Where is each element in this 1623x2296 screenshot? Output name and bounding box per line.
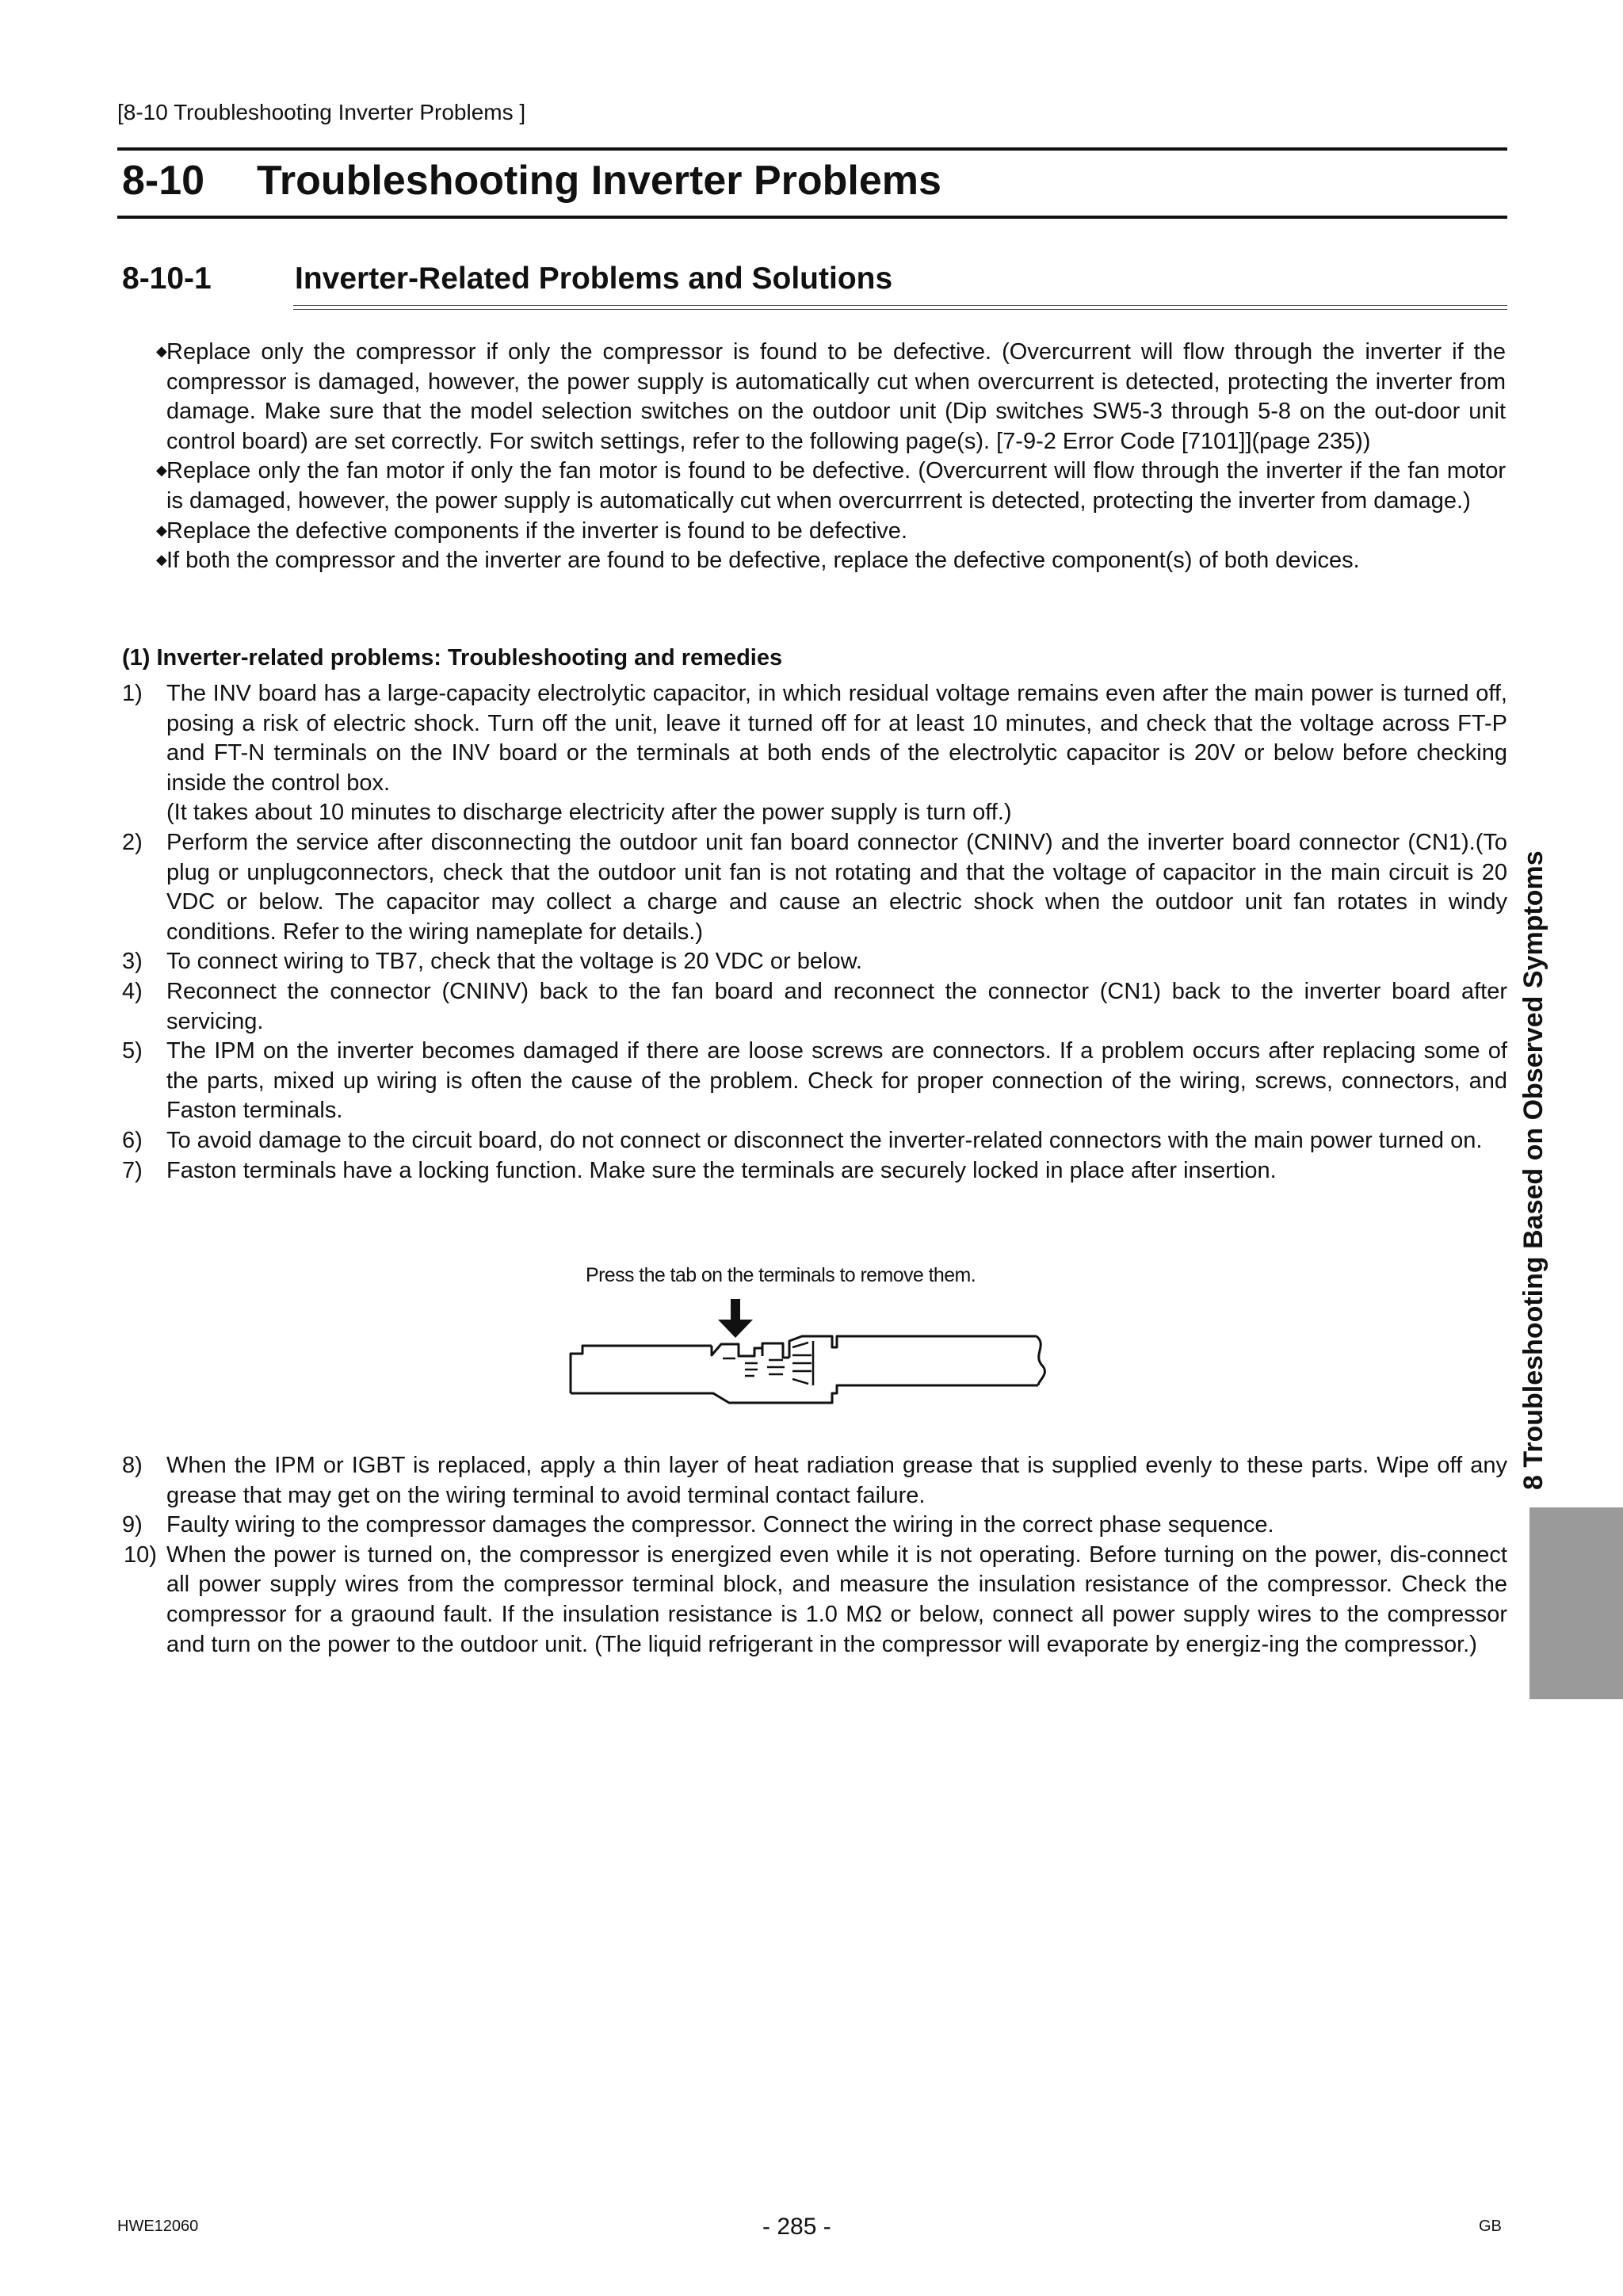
section-title-text: Inverter-Related Problems and Solutions [295, 262, 893, 296]
chapter-title [122, 157, 941, 204]
step-item: 3) To connect wiring to TB7, check that the voltage is 20 VDC or below. [122, 949, 862, 975]
step-item: 2) Perform the service after disconnecting the outdoor unit fan board connector (CNINV) and the inverter board connector (CN1).(To plug or unplugconnectors, check that the outdoor unit fan is not rotating and that the voltage of capacitor in the main circuit is 20 VDC or below. The capacitor may collect a charge and cause an electric shock when the outdoor unit fan rotates in windy conditions. Refer to the wiring nameplate for details.) [122, 829, 1507, 945]
bullet-item: ◆ If both the compressor and the inverter are found to be defective, replace the defective component(s) of both devices. [158, 546, 1506, 576]
diamond-bullet-icon: ◆ [156, 552, 167, 568]
bullet-item: ◆ Replace only the compressor if only the compressor is found to be defective. (Overcurrent will flow through the inverter if the compressor is damaged, however, the power supply is automatically cut when overcurrent is detected, protecting the inverter from damage. Make sure that the model selection switches on the outdoor unit (Dip switches SW5-3 through 5-8 on the out-door unit control board) are set correctly. For switch settings, refer to the following page(s). [7-9-2 Error Code [7101]](page 235)) [158, 338, 1506, 457]
bullet-list [158, 338, 1506, 576]
chapter-title-text: Troubleshooting Inverter Problems [257, 158, 941, 204]
step-item: 8) When the IPM or IGBT is replaced, apply a thin layer of heat radiation grease that is supplied evenly to these parts. Wipe off any grease that may get on the wiring terminal to avoid terminal contact failure. [122, 1453, 1507, 1508]
diamond-bullet-icon: ◆ [156, 343, 167, 359]
step-item: 7) Faston terminals have a locking function. Make sure the terminals are securely locked in place after insertion. [122, 1157, 1277, 1183]
section-rule-bottom [293, 309, 1507, 310]
diamond-bullet-icon: ◆ [156, 521, 167, 538]
diamond-bullet-icon: ◆ [156, 462, 167, 479]
region-code: GB [1479, 2218, 1502, 2235]
header-rule [117, 147, 1507, 151]
step-item: 10) When the power is turned on, the compressor is energized even while it is not operating. Before turning on the power, dis-connect all power supply wires from the compressor terminal block, and measure the insulation resistance of the compressor. Check the compressor for a graound fault. If the insulation resistance is 1.0 MΩ or below, connect all power supply wires to the compressor and turn on the power to the outdoor unit. (The liquid refrigerant in the compressor will evaporate by energiz-ing the compressor.) [124, 1541, 1507, 1657]
doc-code: HWE12060 [117, 2218, 199, 2235]
down-arrow-icon [718, 1299, 753, 1338]
steps-list-continued [122, 1451, 1507, 1660]
step-note: (It takes about 10 minutes to discharge electricity after the power supply is turn off.) [166, 800, 1012, 826]
bullet-item: ◆ Replace only the fan motor if only the fan motor is found to be defective. (Overcurrent will flow through the inverter if the fan motor is damaged, however, the power supply is automatically cut when overcurrrent is detected, protecting the inverter from damage.) [158, 457, 1506, 516]
bullet-item: ◆ Replace the defective components if the inverter is found to be defective. [158, 517, 1506, 547]
subsection-heading: (1) Inverter-related problems: Troubleshooting and remedies [122, 645, 783, 670]
section-title [122, 262, 892, 296]
steps-list [122, 679, 1507, 1186]
chapter-number: 8-10 [122, 158, 205, 204]
chapter-rule [117, 216, 1507, 219]
step-item: 4) Reconnect the connector (CNINV) back to the fan board and reconnect the connector (CN1) back to the inverter board after servicing. [122, 978, 1507, 1034]
section-number: 8-10-1 [122, 262, 212, 296]
section-rule-top [293, 305, 1507, 306]
terminal-detail-lines [723, 1341, 813, 1385]
faston-terminal-outline [571, 1336, 1044, 1403]
faston-terminal-diagram [555, 1292, 1062, 1423]
step-item: 1) The INV board has a large-capacity electrolytic capacitor, in which residual voltage remains even after the main power is turned off, posing a risk of electric shock. Turn off the unit, leave it turned off for at least 10 minutes, and check that the voltage across FT-P and FT-N terminals on the INV board or the terminals at both ends of the electrolytic capacitor is 20V or below before checking inside the control box. (It takes about 10 minutes to discharge electricity after the power supply is turn off.) [122, 679, 1507, 828]
step-item: 5) The IPM on the inverter becomes damaged if there are loose screws are connectors. If a problem occurs after replacing some of the parts, mixed up wiring is often the cause of the problem. Check for proper connection of the wiring, screws, connectors, and Faston terminals. [122, 1038, 1507, 1124]
chapter-side-label: 8 Troubleshooting Based on Observed Symptoms [1518, 850, 1549, 1490]
figure-caption: Press the tab on the terminals to remove them. [586, 1264, 976, 1286]
breadcrumb: [8-10 Troubleshooting Inverter Problems ] [117, 100, 526, 124]
chapter-side-tab [1529, 1507, 1623, 1699]
page-number: - 285 - [762, 2214, 831, 2240]
step-item: 9) Faulty wiring to the compressor damages the compressor. Connect the wiring in the correct phase sequence. [122, 1512, 1274, 1538]
step-item: 6) To avoid damage to the circuit board, do not connect or disconnect the inverter-related connectors with the main power turned on. [122, 1127, 1483, 1153]
